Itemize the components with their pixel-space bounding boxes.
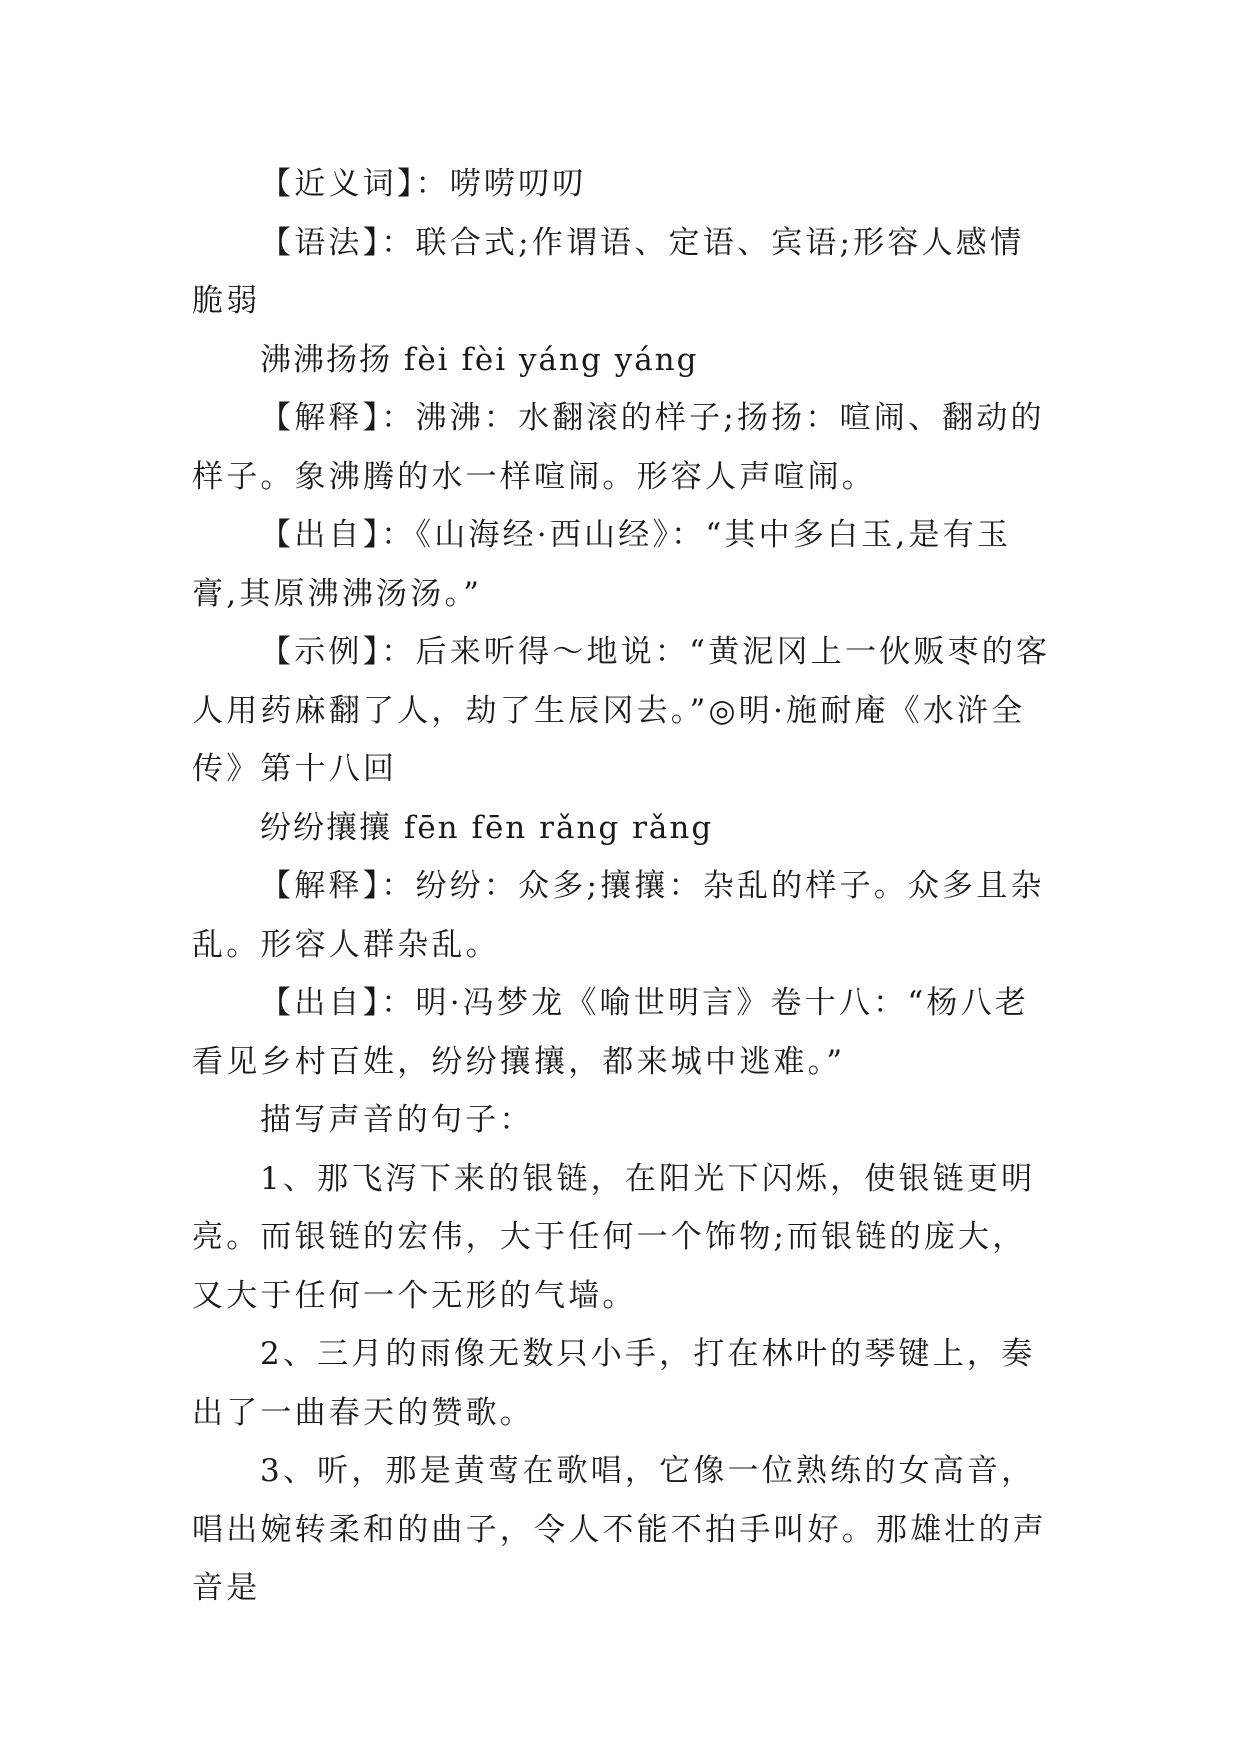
synonym-line: 【近义词】：唠唠叨叨 [260, 166, 587, 202]
explanation-paragraph: 【解释】：纷纷：众多;攘攘：杂乱的样子。众多且杂乱。形容人群杂乱。 [192, 868, 1045, 963]
source-paragraph: 【出自】：明·冯梦龙《喻世明言》卷十八：“杨八老看见乡村百姓，纷纷攘攘，都来城中逃难。” [192, 985, 1029, 1080]
sentence-item-2: 2、三月的雨像无数只小手，打在林叶的琴键上，奏出了一曲春天的赞歌。 [192, 1336, 1036, 1431]
document-body [192, 155, 1052, 1618]
idiom-heading-fenfen-rangrang: 纷纷攘攘 fēn fēn rǎng rǎng [260, 809, 714, 846]
example-paragraph: 【示例】：后来听得～地说：“黄泥冈上一伙贩枣的客人用药麻翻了人，劫了生辰冈去。”◎明·施耐庵《水浒全传》第十八回 [192, 634, 1051, 787]
sentence-item-3: 3、听，那是黄莺在歌唱，它像一位熟练的女高音，唱出婉转柔和的曲子，令人不能不拍手叫好。那雄壮的声音是 [192, 1453, 1047, 1606]
idiom-heading-feifei-yangyang: 沸沸扬扬 fèi fèi yáng yáng [260, 341, 699, 378]
explanation-paragraph: 【解释】：沸沸：水翻滚的样子;扬扬：喧闹、翻动的样子。象沸腾的水一样喧闹。形容人声喧闹。 [192, 400, 1045, 495]
grammar-line: 【语法】：联合式;作谓语、定语、宾语;形容人感情脆弱 [192, 224, 1025, 319]
sentence-item-1: 1、那飞泻下来的银链，在阳光下闪烁，使银链更明亮。而银链的宏伟，大于任何一个饰物;而银链的庞大，又大于任何一个无形的气墙。 [192, 1160, 1036, 1314]
section-heading-sound-sentences: 描写声音的句子： [260, 1102, 534, 1138]
source-paragraph: 【出自】：《山海经·西山经》：“其中多白玉,是有玉膏,其原沸沸汤汤。” [192, 517, 1012, 612]
